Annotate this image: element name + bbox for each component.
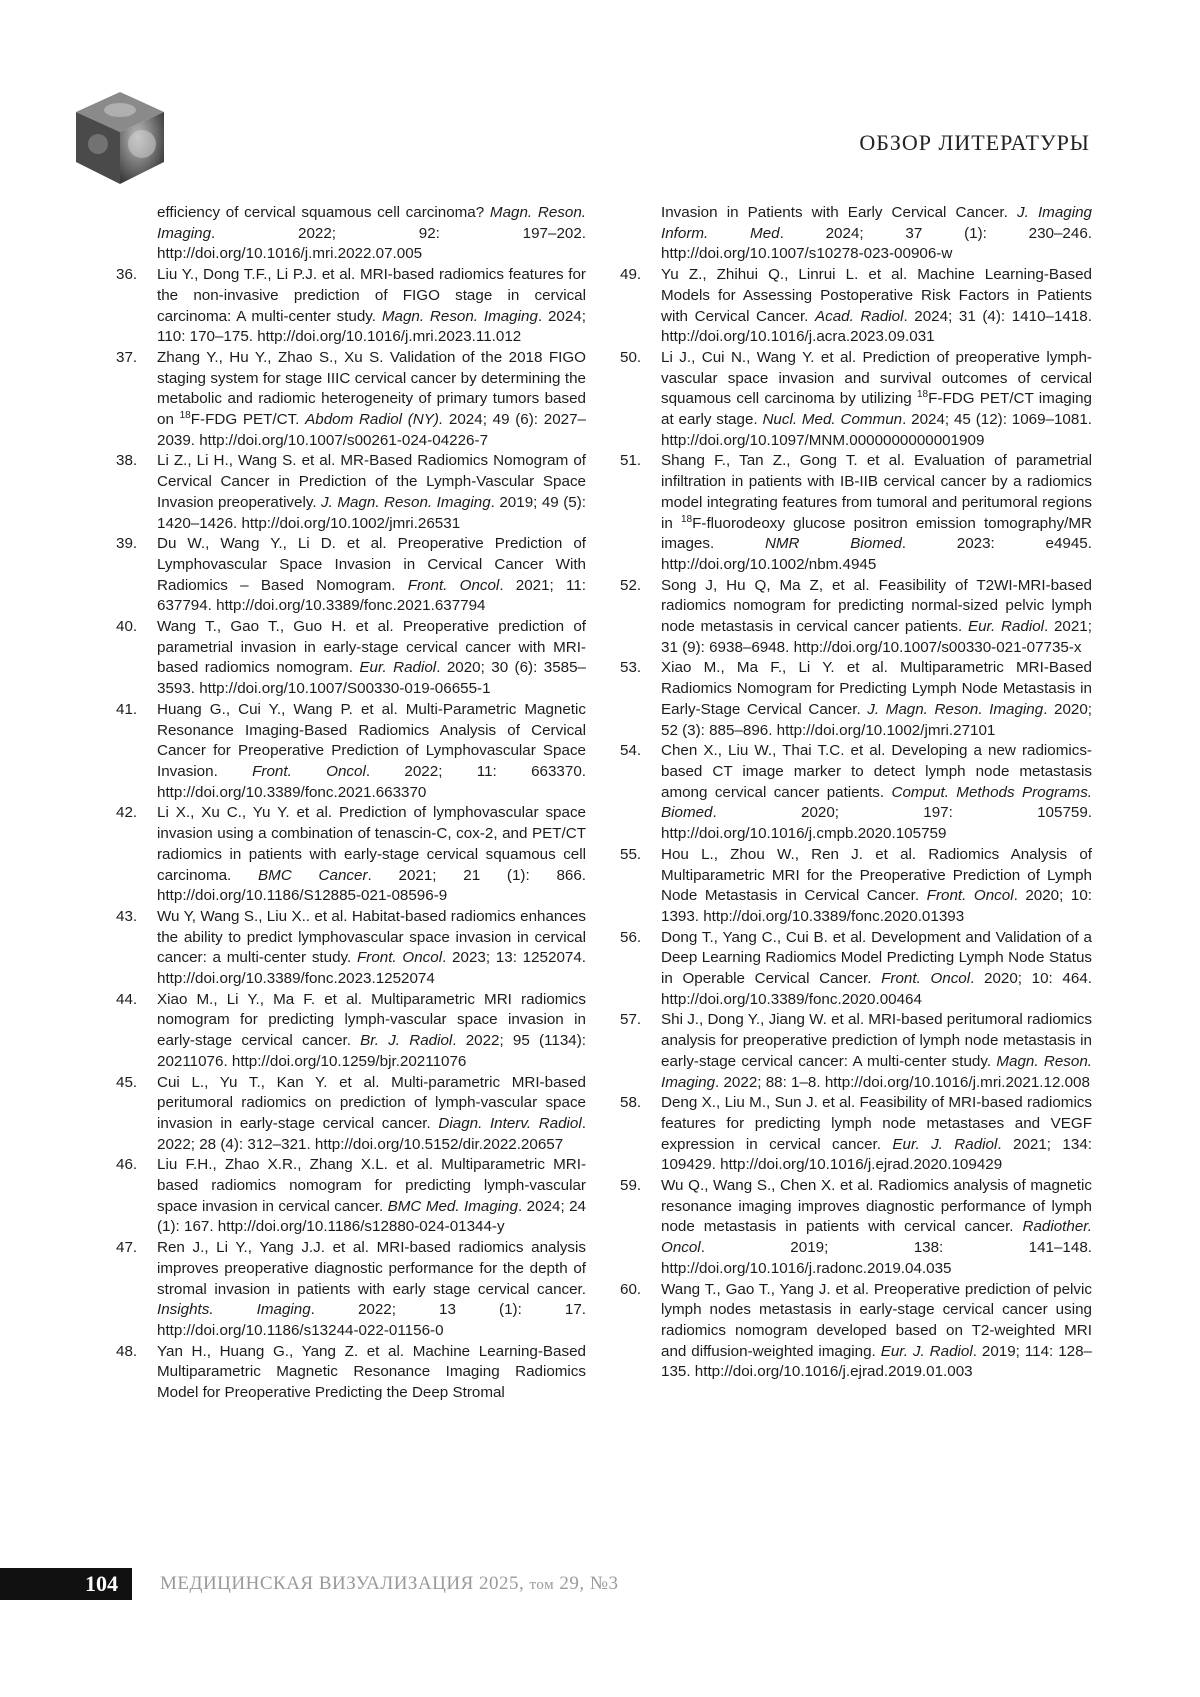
reference-text: Li Z., Li H., Wang S. et al. MR-Based Radiomics Nomogram of Cervical Cancer in Prediction of the Lymph-Vascular Space Invasion preoperatively. (157, 452, 586, 510)
journal-name: J. Magn. Reson. Imaging (321, 494, 491, 511)
reference-body (157, 803, 586, 907)
reference-item (620, 741, 1092, 845)
reference-number: 37. (116, 348, 157, 452)
reference-text: . 2020; 10: 464. http://doi.org/10.3389/fonc.2020.00464 (661, 970, 1092, 1008)
reference-body (661, 741, 1092, 845)
reference-text: Xiao M., Ma F., Li Y. et al. Multiparametric MRI-Based Radiomics Nomogram for Predicting Lymph Node Metastasis in Early-Stage Cervical Cancer. (661, 659, 1092, 717)
reference-text: F-FDG PET/CT. (191, 411, 305, 428)
journal-name: Magn. Reson. Imaging (157, 204, 586, 242)
reference-text: Yu Z., Zhihui Q., Linrui L. et al. Machine Learning-Based Models for Assessing Postoperative Risk Factors in Patients with Cervical Cancer. (661, 266, 1092, 324)
reference-text: Wang T., Gao T., Yang J. et al. Preoperative prediction of pelvic lymph nodes metastasis in early-stage cervical cancer using radiomics nomogram developed based on T2-weighted MRI and diffusion-weighted imaging. (661, 1281, 1092, 1360)
reference-text: . 2023: e4945. http://doi.org/10.1002/nbm.4945 (661, 535, 1092, 573)
reference-text: Wu Q., Wang S., Chen X. et al. Radiomics analysis of magnetic resonance imaging improves diagnostic performance of lymph node metastasis in patients with cervical cancer. (661, 1177, 1092, 1235)
reference-body (157, 1073, 586, 1156)
reference-item (116, 451, 586, 534)
reference-item (620, 1010, 1092, 1093)
reference-text: . 2024; 37 (1): 230–246. http://doi.org/10.1007/s10278-023-00906-w (661, 225, 1092, 263)
journal-name: Front. Oncol (927, 887, 1014, 904)
reference-number: 41. (116, 700, 157, 804)
reference-number: 38. (116, 451, 157, 534)
reference-body (157, 348, 586, 452)
journal-name: Diagn. Interv. Radiol (438, 1115, 581, 1132)
journal-name: J. Imaging Inform. Med (661, 204, 1092, 242)
reference-number: 36. (116, 265, 157, 348)
journal-name: Insights. Imaging (157, 1301, 311, 1318)
reference-text: . 2020; 197: 105759. http://doi.org/10.1016/j.cmpb.2020.105759 (661, 804, 1092, 842)
reference-text: . 2024; 24 (1): 167. http://doi.org/10.1186/s12880-024-01344-y (157, 1198, 586, 1236)
reference-body (661, 845, 1092, 928)
reference-body (661, 1010, 1092, 1093)
reference-number: 44. (116, 990, 157, 1073)
reference-body (157, 451, 586, 534)
reference-text: . 2024; 45 (12): 1069–1081. http://doi.org/10.1097/MNM.0000000000001909 (661, 411, 1092, 449)
reference-text: . 2024; 31 (4): 1410–1418. http://doi.org/10.1016/j.acra.2023.09.031 (661, 308, 1092, 346)
reference-text: Wang T., Gao T., Guo H. et al. Preoperative prediction of parametrial invasion in early-stage cervical cancer with MRI-based radiomics nomogram. (157, 618, 586, 676)
reference-body (157, 534, 586, 617)
journal-name: Magn. Reson. Imaging (661, 1053, 1092, 1091)
reference-text: . 2020; 10: 1393. http://doi.org/10.3389/fonc.2020.01393 (661, 887, 1092, 925)
reference-number: 52. (620, 576, 661, 659)
reference-continuation (116, 203, 586, 265)
reference-text: Liu F.H., Zhao X.R., Zhang X.L. et al. Multiparametric MRI-based radiomics nomogram for predicting lymph-vascular space invasion in cervical cancer. (157, 1156, 586, 1214)
reference-text: 2024; 49 (6): 2027–2039. http://doi.org/10.1007/s00261-024-04226-7 (157, 411, 586, 449)
reference-text: Liu Y., Dong T.F., Li P.J. et al. MRI-based radiomics features for the non-invasive prediction of FIGO stage in cervical carcinoma: A multi-center study. (157, 266, 586, 324)
journal-name: Front. Oncol (357, 949, 442, 966)
reference-number: 47. (116, 1238, 157, 1342)
reference-text: Du W., Wang Y., Li D. et al. Preoperative Prediction of Lymphovascular Space Invasion in Cervical Cancer With Radiomics – Based Nomogram. (157, 535, 586, 593)
journal-name: NMR Biomed (765, 535, 902, 552)
reference-number: 56. (620, 928, 661, 1011)
reference-text: . 2022; 28 (4): 312–321. http://doi.org/10.5152/dir.2022.20657 (157, 1115, 586, 1153)
reference-item (116, 1073, 586, 1156)
reference-number: 54. (620, 741, 661, 845)
journal-name: Eur. J. Radiol (892, 1136, 997, 1153)
reference-body (157, 617, 586, 700)
reference-text: . 2023; 13: 1252074. http://doi.org/10.3389/fonc.2023.1252074 (157, 949, 586, 987)
journal-name: Eur. Radiol (359, 659, 436, 676)
reference-number: 40. (116, 617, 157, 700)
reference-text: . 2019; 114: 128–135. http://doi.org/10.1016/j.ejrad.2019.01.003 (661, 1343, 1092, 1381)
cube-logo-icon (70, 88, 170, 188)
reference-text: . 2022; 88: 1–8. http://doi.org/10.1016/j.mri.2021.12.008 (715, 1074, 1090, 1091)
superscript: 18 (180, 410, 191, 421)
reference-text: . 2021; 11: 637794. http://doi.org/10.3389/fonc.2021.637794 (157, 577, 586, 615)
journal-name: BMC Cancer (258, 867, 367, 884)
journal-name: Front. Oncol (881, 970, 970, 987)
reference-text: . 2021; 134: 109429. http://doi.org/10.1016/j.ejrad.2020.109429 (661, 1136, 1092, 1174)
reference-item (116, 617, 586, 700)
reference-text: . 2021; 31 (9): 6938–6948. http://doi.org/10.1007/s00330-021-07735-x (661, 618, 1092, 656)
reference-body (157, 1238, 586, 1342)
reference-body (661, 928, 1092, 1011)
reference-text: . 2022; 11: 663370. http://doi.org/10.3389/fonc.2021.663370 (157, 763, 586, 801)
journal-name: Magn. Reson. Imaging (382, 308, 538, 325)
journal-name: Nucl. Med. Commun (762, 411, 902, 428)
reference-text: Hou L., Zhou W., Ren J. et al. Radiomics Analysis of Multiparametric MRI for the Preoperative Prediction of Lymph Node Metastasis in Cervical Cancer. (661, 846, 1092, 904)
reference-number: 42. (116, 803, 157, 907)
journal-issue: 29, №3 (554, 1573, 618, 1594)
reference-text: efficiency of cervical squamous cell carcinoma? (157, 204, 490, 221)
reference-number: 59. (620, 1176, 661, 1280)
reference-number: 57. (620, 1010, 661, 1093)
reference-body (157, 907, 586, 990)
reference-body (661, 265, 1092, 348)
reference-item (116, 1238, 586, 1342)
journal-volume-label: том (530, 1577, 555, 1593)
reference-item (620, 451, 1092, 575)
journal-name: Comput. Methods Programs. Biomed (661, 784, 1092, 822)
reference-item (620, 1093, 1092, 1176)
reference-item (620, 658, 1092, 741)
reference-body (157, 990, 586, 1073)
reference-item (116, 803, 586, 907)
reference-item (620, 576, 1092, 659)
reference-body (661, 1176, 1092, 1280)
journal-name: Br. J. Radiol (360, 1032, 452, 1049)
reference-body (157, 1155, 586, 1238)
reference-text: Song J, Hu Q, Ma Z, et al. Feasibility of T2WI-MRI-based radiomics nomogram for predicting normal-sized pelvic lymph node metastasis in cervical cancer patients. (661, 577, 1092, 635)
reference-item (620, 265, 1092, 348)
superscript: 18 (917, 389, 928, 400)
reference-text: . 2024; 110: 170–175. http://doi.org/10.1016/j.mri.2023.11.012 (157, 308, 586, 346)
journal-name: Radiother. Oncol (661, 1218, 1092, 1256)
reference-text: . 2022; 95 (1134): 20211076. http://doi.org/10.1259/bjr.20211076 (157, 1032, 586, 1070)
journal-running-footer (160, 1571, 619, 1598)
journal-name: Eur. Radiol (968, 618, 1044, 635)
reference-text: Wu Y, Wang S., Liu X.. et al. Habitat-based radiomics enhances the ability to predict lymphovascular space invasion in cervical cancer: a multi-center study. (157, 908, 586, 966)
reference-text: F-fluorodeoxy glucose positron emission tomography/MR images. (661, 515, 1092, 553)
reference-text: Ren J., Li Y., Yang J.J. et al. MRI-based radiomics analysis improves preoperative diagnostic performance for the depth of stromal invasion in patients with early stage cervical cancer. (157, 1239, 586, 1297)
reference-body (157, 1342, 586, 1404)
reference-item (620, 928, 1092, 1011)
reference-number: 58. (620, 1093, 661, 1176)
reference-item (116, 1342, 586, 1404)
journal-name: BMC Med. Imaging (388, 1198, 518, 1215)
journal-name: Front. Oncol (252, 763, 366, 780)
reference-number: 55. (620, 845, 661, 928)
reference-number: 45. (116, 1073, 157, 1156)
journal-name: J. Magn. Reson. Imaging (867, 701, 1043, 718)
reference-item (620, 348, 1092, 452)
reference-number: 49. (620, 265, 661, 348)
section-title: ОБЗОР ЛИТЕРАТУРЫ (859, 130, 1090, 156)
page-number: 104 (0, 1568, 132, 1600)
reference-number: 46. (116, 1155, 157, 1238)
reference-text: Deng X., Liu M., Sun J. et al. Feasibility of MRI-based radiomics features for predicting lymph node metastases and VEGF expression in cervical cancer. (661, 1094, 1092, 1152)
reference-text: Chen X., Liu W., Thai T.C. et al. Developing a new radiomics-based CT image marker to detect lymph node metastasis among cervical cancer patients. (661, 742, 1092, 800)
reference-item (620, 845, 1092, 928)
reference-number: 43. (116, 907, 157, 990)
reference-item (116, 348, 586, 452)
journal-name: Acad. Radiol (815, 308, 903, 325)
reference-text: Invasion in Patients with Early Cervical Cancer. (661, 204, 1017, 221)
reference-item (620, 1176, 1092, 1280)
journal-name: Front. Oncol (408, 577, 500, 594)
reference-text: Zhang Y., Hu Y., Zhao S., Xu S. Validation of the 2018 FIGO staging system for stage IIIC cervical cancer by determining the metabolic and radiomic heterogeneity of primary tumors based on (157, 349, 586, 428)
reference-number: 39. (116, 534, 157, 617)
reference-number: 53. (620, 658, 661, 741)
reference-text: . 2020; 52 (3): 885–896. http://doi.org/10.1002/jmri.27101 (661, 701, 1092, 739)
reference-text: Cui L., Yu T., Kan Y. et al. Multi-parametric MRI-based peritumoral radiomics on prediction of lymph-vascular space invasion in early-stage cervical cancer. (157, 1074, 586, 1132)
reference-item (116, 265, 586, 348)
reference-body (661, 451, 1092, 575)
journal-name: Eur. J. Radiol (881, 1343, 973, 1360)
reference-continuation (620, 203, 1092, 265)
reference-number: 60. (620, 1280, 661, 1384)
reference-text: Dong T., Yang C., Cui B. et al. Development and Validation of a Deep Learning Radiomics Model Predicting Lymph Node Status in Operable Cervical Cancer. (661, 929, 1092, 987)
reference-body (661, 576, 1092, 659)
reference-text: . 2022; 92: 197–202. http://doi.org/10.1016/j.mri.2022.07.005 (157, 225, 586, 263)
reference-text: Xiao M., Li Y., Ma F. et al. Multiparametric MRI radiomics nomogram for predicting lymph-vascular space invasion in early-stage cervical cancer. (157, 991, 586, 1049)
reference-text: Shang F., Tan Z., Gong T. et al. Evaluation of parametrial infiltration in patients with IB-IIB cervical cancer by a radiomics model integrating features from tumoral and peritumoral regions in (661, 452, 1092, 531)
reference-text: . 2019; 49 (5): 1420–1426. http://doi.org/10.1002/jmri.26531 (157, 494, 586, 532)
reference-text: . 2020; 30 (6): 3585–3593. http://doi.org/10.1007/S00330-019-06655-1 (157, 659, 586, 697)
reference-body (157, 265, 586, 348)
reference-text: . 2021; 21 (1): 866. http://doi.org/10.1186/S12885-021-08596-9 (157, 867, 586, 905)
reference-body (661, 1093, 1092, 1176)
superscript: 18 (681, 513, 692, 524)
reference-item (116, 1155, 586, 1238)
reference-number: 50. (620, 348, 661, 452)
journal-name: Abdom Radiol (NY). (305, 411, 443, 428)
reference-text: F-FDG PET/CT imaging at early stage. (661, 390, 1092, 428)
reference-item (116, 700, 586, 804)
reference-number: 51. (620, 451, 661, 575)
reference-number: 48. (116, 1342, 157, 1404)
reference-body (661, 348, 1092, 452)
reference-item (620, 1280, 1092, 1384)
reference-text: Li X., Xu C., Yu Y. et al. Prediction of lymphovascular space invasion using a combination of tenascin-C, cox-2, and PET/CT radiomics in patients with early-stage cervical squamous cell carcinoma. (157, 804, 586, 883)
journal-title: МЕДИЦИНСКАЯ ВИЗУАЛИЗАЦИЯ 2025, (160, 1573, 530, 1594)
reference-text: . 2022; 13 (1): 17. http://doi.org/10.1186/s13244-022-01156-0 (157, 1301, 586, 1339)
reference-text: . 2019; 138: 141–148. http://doi.org/10.1016/j.radonc.2019.04.035 (661, 1239, 1092, 1277)
reference-body (661, 1280, 1092, 1384)
reference-item (116, 534, 586, 617)
reference-text: Huang G., Cui Y., Wang P. et al. Multi-Parametric Magnetic Resonance Imaging-Based Radiomics Analysis of Cervical Cancer for Preoperative Prediction of Lymphovascular Space Invasion. (157, 701, 586, 780)
references-column-left (116, 203, 586, 1404)
reference-text: Shi J., Dong Y., Jiang W. et al. MRI-based peritumoral radiomics analysis for preoperative prediction of lymph node metastasis in early-stage cervical cancer: A multi-center study. (661, 1011, 1092, 1069)
references-column-right (620, 203, 1092, 1383)
reference-item (116, 907, 586, 990)
reference-body (661, 658, 1092, 741)
reference-text: Li J., Cui N., Wang Y. et al. Prediction of preoperative lymph-vascular space invasion and survival outcomes of cervical squamous cell carcinoma by utilizing (661, 349, 1092, 407)
reference-item (116, 990, 586, 1073)
reference-text: Yan H., Huang G., Yang Z. et al. Machine Learning-Based Multiparametric Magnetic Resonance Imaging Radiomics Model for Preoperative Predicting the Deep Stromal (157, 1343, 586, 1401)
reference-body (157, 700, 586, 804)
